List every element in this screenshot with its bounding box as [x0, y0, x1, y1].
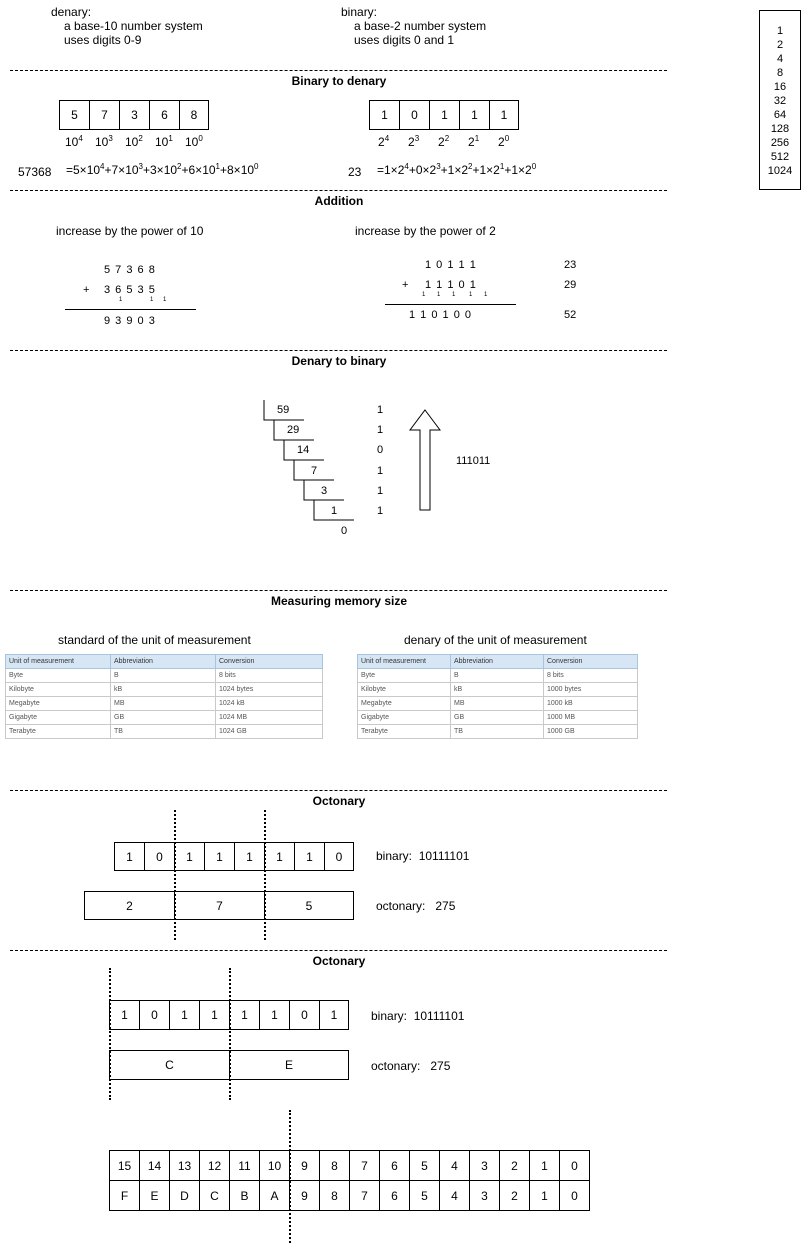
place-exponent: 4 [78, 134, 83, 143]
power-item: 16 [773, 81, 787, 93]
place-exponent: 2 [138, 134, 143, 143]
denary-line2: uses digits 0-9 [64, 33, 142, 47]
bit-cell: 0 [324, 842, 354, 871]
hex-bottom-cell: 4 [439, 1180, 470, 1211]
table-cell: 1024 MB [216, 711, 323, 725]
table-cell: Terabyte [358, 725, 451, 739]
expr-exp: 0 [531, 162, 537, 171]
column-header: Unit of measurement [6, 655, 111, 669]
table-cell: kB [111, 683, 216, 697]
binary-expansion [377, 163, 536, 177]
expr-exp: 1 [215, 162, 220, 171]
carry-digit: 1 [119, 297, 123, 303]
binary-digit-cell: 0 [399, 100, 430, 130]
expr-term: =5×10 [66, 163, 101, 177]
carry-digit: 1 [150, 297, 154, 303]
octonary-readout [371, 1059, 450, 1073]
place-base: 10 [155, 135, 169, 149]
hex-bottom-cell: 6 [379, 1180, 410, 1211]
octal-group-cell: 2 [84, 891, 175, 920]
table-cell: 1024 kB [216, 697, 323, 711]
place-base: 2 [498, 135, 505, 149]
binary-place-value [498, 135, 509, 149]
table-cell: Megabyte [358, 697, 451, 711]
octonary-readout [376, 899, 455, 913]
table-cell: 8 bits [216, 669, 323, 683]
binary-place-value [408, 135, 419, 149]
place-exponent: 0 [504, 134, 510, 143]
binary-addend-top: 1 0 1 1 1 [425, 259, 476, 271]
table-cell: Byte [358, 669, 451, 683]
expr-term: +1×2 [472, 163, 500, 177]
table-cell: 8 bits [544, 669, 638, 683]
column-header: Conversion [544, 655, 638, 669]
hex-top-cell: 7 [349, 1150, 380, 1181]
addend-bottom-value: 29 [564, 279, 577, 291]
readout-value: 275 [435, 899, 456, 913]
expr-exp: 4 [100, 162, 105, 171]
hex-bottom-cell: 7 [349, 1180, 380, 1211]
binary-place-value [438, 135, 449, 149]
denary-sum: 9 3 9 0 3 [104, 315, 155, 327]
table-row [358, 697, 638, 711]
table-row [6, 697, 323, 711]
table-cell: 1000 GB [544, 725, 638, 739]
expr-term: +1×2 [440, 163, 469, 177]
table-cell: 1024 GB [216, 725, 323, 739]
binary-result: 111011 [456, 455, 491, 467]
readout-value: 275 [430, 1059, 451, 1073]
place-base: 2 [468, 135, 475, 149]
hex-bottom-cell: E [139, 1180, 170, 1211]
column-header: Abbreviation [451, 655, 544, 669]
hex-top-cell: 8 [319, 1150, 350, 1181]
denary-value: 57368 [18, 165, 52, 179]
denary-digit-cell: 5 [59, 100, 90, 130]
binary-place-value [378, 135, 389, 149]
expr-term: +6×10 [181, 163, 216, 177]
place-exponent: 4 [384, 134, 390, 143]
table-cell: Gigabyte [358, 711, 451, 725]
place-exponent: 1 [474, 134, 480, 143]
bit-cell: 1 [114, 842, 145, 871]
expr-exp: 4 [404, 162, 409, 171]
table-row [358, 669, 638, 683]
group-separator [174, 810, 176, 940]
hex-top-cell: 9 [289, 1150, 320, 1181]
hex-bottom-cell: 1 [529, 1180, 560, 1211]
table-cell: Kilobyte [6, 683, 111, 697]
section-title-denary-to-binary: Denary to binary [291, 354, 387, 368]
hex-top-cell: 12 [199, 1150, 230, 1181]
group-separator [229, 968, 231, 1100]
readout-label: binary: [371, 1009, 408, 1023]
hex-group-cell: C [109, 1050, 230, 1080]
table-cell: Byte [6, 669, 111, 683]
place-base: 2 [438, 135, 445, 149]
readout-value: 10111101 [413, 1009, 465, 1023]
addition-left-caption: increase by the power of 10 [56, 224, 204, 238]
bit-cell: 1 [229, 1000, 260, 1030]
remainder: 1 [377, 465, 384, 477]
quotient: 0 [341, 525, 348, 537]
carry-digit: 1 [437, 292, 441, 298]
binary-readout [371, 1009, 464, 1023]
section-title-addition: Addition [314, 194, 364, 208]
quotient: 3 [321, 485, 328, 497]
binary-value: 23 [348, 165, 362, 179]
quotient: 14 [297, 444, 310, 456]
hex-top-cell: 3 [469, 1150, 500, 1181]
hex-top-cell: 4 [439, 1150, 470, 1181]
table-cell: Kilobyte [358, 683, 451, 697]
bit-cell: 0 [289, 1000, 320, 1030]
place-exponent: 2 [444, 134, 450, 143]
remainder: 1 [377, 505, 384, 517]
table-cell: Gigabyte [6, 711, 111, 725]
bit-cell: 0 [139, 1000, 170, 1030]
power-item: 32 [773, 95, 787, 107]
hex-top-cell: 10 [259, 1150, 290, 1181]
section-title-memory: Measuring memory size [270, 594, 408, 608]
section-title-octonary: Octonary [312, 794, 366, 808]
expr-term: +0×2 [408, 163, 437, 177]
quotient: 59 [277, 404, 290, 416]
divider [10, 790, 667, 791]
place-exponent: 3 [108, 134, 113, 143]
octal-group-cell: 5 [264, 891, 354, 920]
binary-readout [376, 849, 469, 863]
expr-term: +1×2 [504, 163, 532, 177]
binary-digit-cell: 1 [489, 100, 519, 130]
place-base: 10 [185, 135, 199, 149]
expr-exp: 3 [138, 162, 143, 171]
hex-bottom-cell: A [259, 1180, 290, 1211]
hex-bottom-cell: 5 [409, 1180, 440, 1211]
remainder: 1 [377, 404, 384, 416]
binary-place-value [468, 135, 479, 149]
power-item: 512 [770, 151, 790, 163]
column-header: Conversion [216, 655, 323, 669]
table-cell: B [111, 669, 216, 683]
readout-label: octonary: [371, 1059, 421, 1073]
plus-sign: + [83, 284, 90, 296]
denary-place-value [155, 135, 173, 149]
hex-top-cell: 15 [109, 1150, 140, 1181]
binary-digit-cell: 1 [429, 100, 460, 130]
carry-digit: 1 [422, 292, 426, 298]
bit-cell: 1 [234, 842, 265, 871]
expr-exp: 2 [468, 162, 473, 171]
section-title-octonary: Octonary [312, 954, 366, 968]
place-exponent: 3 [414, 134, 420, 143]
place-base: 2 [378, 135, 385, 149]
divider [10, 350, 667, 351]
hex-bottom-cell: 2 [499, 1180, 530, 1211]
table-cell: Terabyte [6, 725, 111, 739]
binary-addend-bottom: 1 1 1 0 1 [425, 279, 476, 291]
group-separator [109, 968, 111, 1100]
bit-cell: 1 [294, 842, 325, 871]
divider [10, 590, 667, 591]
power-item: 256 [770, 137, 790, 149]
remainder: 1 [377, 485, 384, 497]
sum-value: 52 [564, 309, 577, 321]
readout-value: 10111101 [418, 849, 470, 863]
hex-bottom-cell: B [229, 1180, 260, 1211]
table-cell: Megabyte [6, 697, 111, 711]
plus-sign: + [402, 279, 409, 291]
denary-place-value [95, 135, 113, 149]
power-item: 1024 [767, 165, 793, 177]
readout-label: binary: [376, 849, 413, 863]
bit-cell: 1 [259, 1000, 290, 1030]
section-title-binary-to-denary: Binary to denary [291, 74, 387, 88]
binary-sum: 1 1 0 1 0 0 [409, 309, 471, 321]
power-item: 2 [776, 39, 784, 51]
group-separator [264, 810, 266, 940]
binary-line2: uses digits 0 and 1 [354, 33, 455, 47]
powers-of-two-list [759, 10, 801, 190]
sum-line [385, 304, 516, 305]
divider [10, 70, 667, 71]
binary-definition [341, 5, 486, 47]
quotient: 7 [311, 465, 318, 477]
power-item: 1 [776, 25, 784, 37]
division-ladder [260, 398, 360, 523]
group-separator [289, 1110, 291, 1243]
hex-bottom-cell: 9 [289, 1180, 320, 1211]
sum-line [65, 309, 196, 310]
hex-bottom-cell: D [169, 1180, 200, 1211]
power-item: 8 [776, 67, 784, 79]
remainder: 1 [377, 424, 384, 436]
table-cell: 1000 kB [544, 697, 638, 711]
memory-table-denary [357, 654, 638, 739]
remainder: 0 [377, 444, 384, 456]
denary-addend-top: 5 7 3 6 8 [104, 264, 155, 276]
table-cell: GB [111, 711, 216, 725]
expr-exp: 1 [499, 162, 505, 171]
table-cell: MB [451, 697, 544, 711]
table-cell: TB [451, 725, 544, 739]
table-cell: TB [111, 725, 216, 739]
expr-term: +7×10 [104, 163, 139, 177]
expr-term: +3×10 [143, 163, 178, 177]
table-row [358, 711, 638, 725]
carry-digit: 1 [469, 292, 473, 298]
table-header-row [6, 655, 323, 669]
hex-bottom-cell: 8 [319, 1180, 350, 1211]
binary-line1: a base-2 number system [354, 19, 487, 33]
place-base: 10 [95, 135, 109, 149]
hex-bottom-cell: 3 [469, 1180, 500, 1211]
table-row [6, 683, 323, 697]
bit-cell: 1 [199, 1000, 230, 1030]
place-exponent: 0 [198, 134, 203, 143]
denary-digit-cell: 3 [119, 100, 150, 130]
denary-line1: a base-10 number system [64, 19, 203, 33]
table-cell: GB [451, 711, 544, 725]
column-header: Unit of measurement [358, 655, 451, 669]
memory-left-caption: standard of the unit of measurement [58, 633, 251, 647]
up-arrow-icon [408, 408, 442, 512]
expr-exp: 3 [436, 162, 441, 171]
denary-place-value [185, 135, 203, 149]
quotient: 29 [287, 424, 300, 436]
binary-head: binary: [341, 5, 378, 19]
table-cell: 1000 MB [544, 711, 638, 725]
bit-cell: 1 [174, 842, 205, 871]
memory-right-caption: denary of the unit of measurement [404, 633, 587, 647]
hex-top-cell: 6 [379, 1150, 410, 1181]
carry-digit: 1 [484, 292, 488, 298]
hex-bottom-cell: C [199, 1180, 230, 1211]
expr-exp: 2 [177, 162, 182, 171]
hex-bottom-cell: F [109, 1180, 140, 1211]
carry-digit: 1 [452, 292, 456, 298]
hex-top-cell: 13 [169, 1150, 200, 1181]
bit-cell: 1 [319, 1000, 349, 1030]
power-item: 4 [776, 53, 784, 65]
table-cell: 1000 bytes [544, 683, 638, 697]
table-row [358, 683, 638, 697]
hex-top-cell: 5 [409, 1150, 440, 1181]
divider [10, 190, 667, 191]
memory-table-standard [5, 654, 323, 739]
binary-digit-cell: 1 [369, 100, 400, 130]
addend-top-value: 23 [564, 259, 577, 271]
denary-expansion [66, 163, 259, 177]
hex-bottom-cell: 0 [559, 1180, 590, 1211]
denary-head: denary: [51, 5, 92, 19]
readout-label: octonary: [376, 899, 426, 913]
denary-place-value [125, 135, 143, 149]
table-cell: B [451, 669, 544, 683]
hex-group-cell: E [229, 1050, 349, 1080]
bit-cell: 1 [264, 842, 295, 871]
place-base: 10 [125, 135, 139, 149]
table-cell: 1024 bytes [216, 683, 323, 697]
table-row [6, 725, 323, 739]
octal-group-cell: 7 [174, 891, 265, 920]
table-header-row [358, 655, 638, 669]
place-exponent: 1 [168, 134, 173, 143]
column-header: Abbreviation [111, 655, 216, 669]
carry-digit: 1 [163, 297, 167, 303]
table-row [6, 711, 323, 725]
expr-exp: 0 [254, 162, 259, 171]
denary-definition [51, 5, 203, 47]
quotient: 1 [331, 505, 338, 517]
denary-digit-cell: 8 [179, 100, 209, 130]
place-base: 2 [408, 135, 415, 149]
hex-top-cell: 2 [499, 1150, 530, 1181]
table-cell: kB [451, 683, 544, 697]
divider [10, 950, 667, 951]
bit-cell: 0 [144, 842, 175, 871]
bit-cell: 1 [204, 842, 235, 871]
denary-digit-cell: 7 [89, 100, 120, 130]
hex-top-cell: 0 [559, 1150, 590, 1181]
expr-term: =1×2 [377, 163, 405, 177]
power-item: 64 [773, 109, 787, 121]
denary-digit-cell: 6 [149, 100, 180, 130]
table-row [6, 669, 323, 683]
place-base: 10 [65, 135, 79, 149]
hex-top-cell: 11 [229, 1150, 260, 1181]
denary-addend-bottom: 3 6 5 3 5 [104, 284, 155, 296]
table-cell: MB [111, 697, 216, 711]
power-item: 128 [770, 123, 790, 135]
table-row [358, 725, 638, 739]
expr-term: +8×10 [220, 163, 255, 177]
hex-top-cell: 1 [529, 1150, 560, 1181]
hex-top-cell: 14 [139, 1150, 170, 1181]
denary-place-value [65, 135, 83, 149]
bit-cell: 1 [169, 1000, 200, 1030]
addition-right-caption: increase by the power of 2 [355, 224, 496, 238]
bit-cell: 1 [109, 1000, 140, 1030]
binary-digit-cell: 1 [459, 100, 490, 130]
